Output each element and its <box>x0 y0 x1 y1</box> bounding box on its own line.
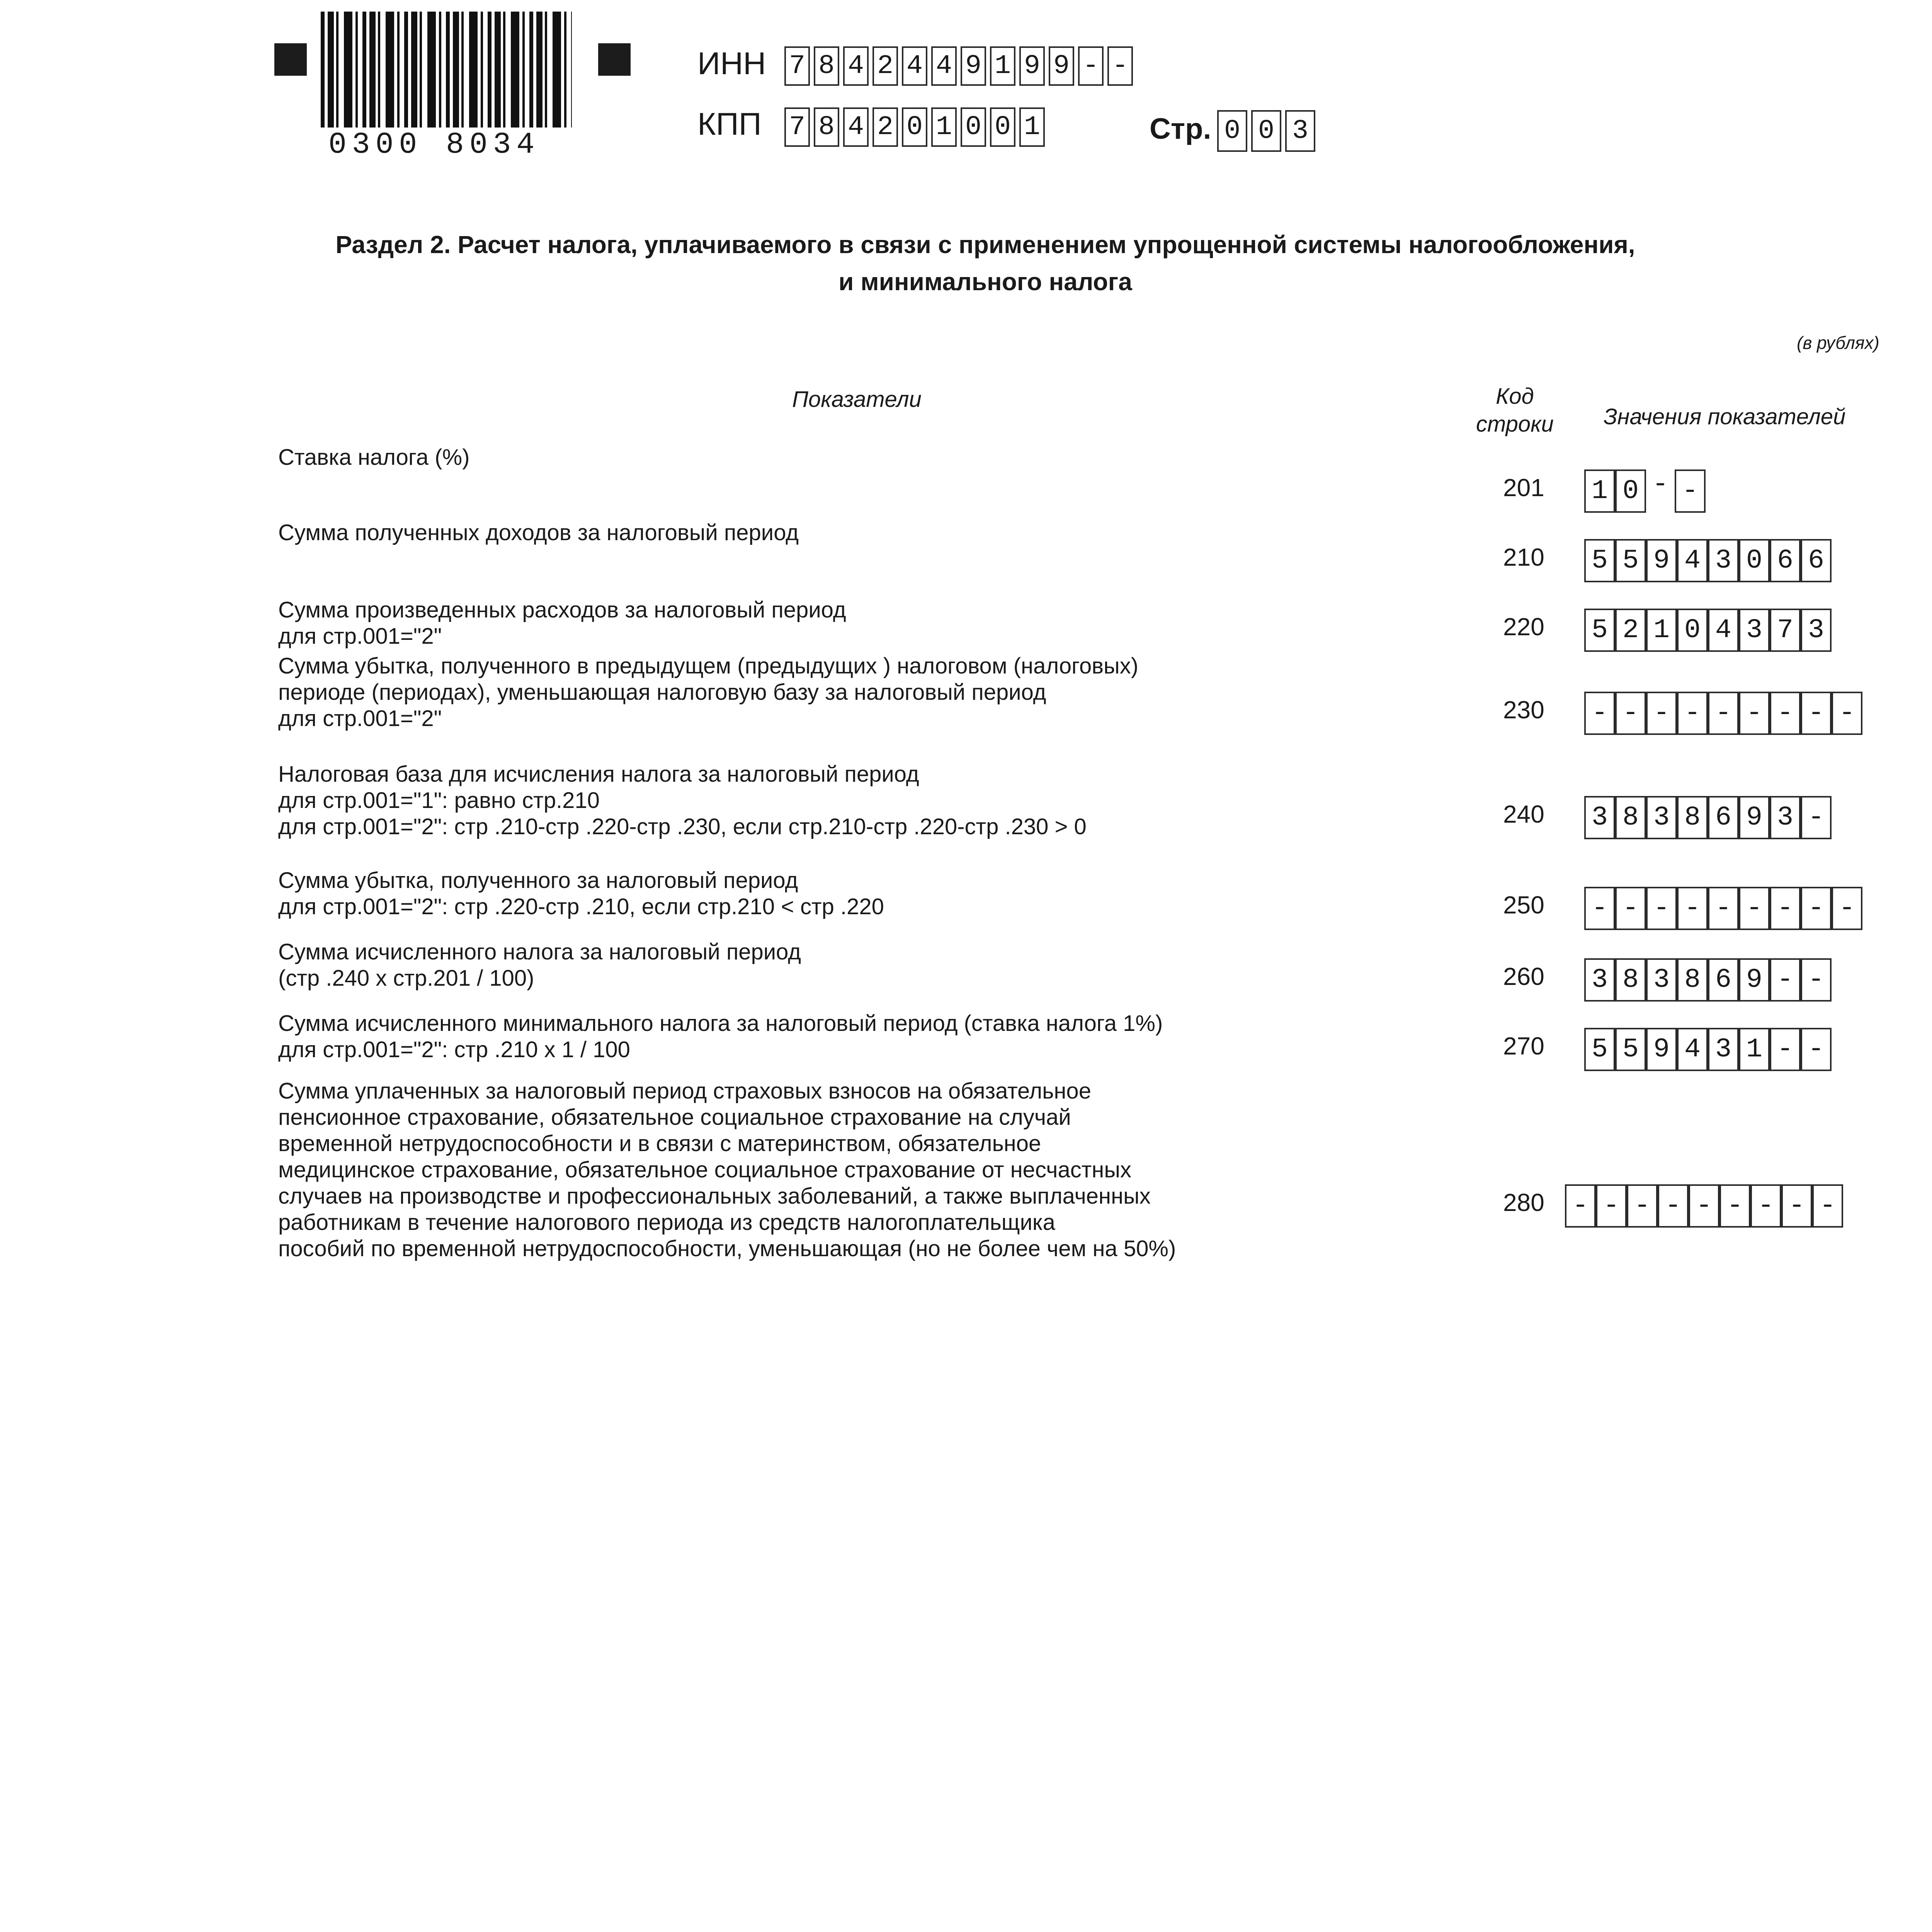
row-280-description <box>278 1078 1176 1262</box>
col-indicators-header: Показатели <box>792 387 922 412</box>
digit-cell: 0 <box>1251 110 1281 152</box>
digit-cell: 5 <box>1615 539 1646 582</box>
corner-marker-top-right <box>598 43 631 76</box>
digit-cell: - <box>1750 1184 1781 1228</box>
digit-cell: 4 <box>931 46 957 86</box>
description-line: периоде (периодах), уменьшающая налоговую базу за налоговый период <box>278 680 1046 705</box>
digit-cell: 0 <box>1739 539 1770 582</box>
col-code-header <box>1476 383 1554 438</box>
digit-cell: 2 <box>872 46 898 86</box>
digit-cell: - <box>1107 46 1133 86</box>
digit-cell: 2 <box>872 107 898 147</box>
digit-cell: - <box>1801 958 1832 1002</box>
description-line: работникам в течение налогового периода из средств налогоплательщика <box>278 1210 1055 1235</box>
digit-cell: 8 <box>814 107 839 147</box>
digit-cell: 3 <box>1584 796 1615 839</box>
digit-cell: 5 <box>1584 609 1615 652</box>
digit-cell: 4 <box>902 46 927 86</box>
digit-cell: 8 <box>1615 796 1646 839</box>
description-line: Сумма произведенных расходов за налоговый период <box>278 597 846 622</box>
digit-cell: 3 <box>1646 958 1677 1002</box>
digit-cell: 0 <box>1615 469 1646 513</box>
row-210-description <box>278 520 799 546</box>
digit-cell: - <box>1078 46 1104 86</box>
digit-cell: 4 <box>1677 1028 1708 1071</box>
inn-label: ИНН <box>697 46 766 81</box>
digit-cell: - <box>1615 887 1646 930</box>
digit-cell: 9 <box>1049 46 1074 86</box>
digit-cell: 9 <box>961 46 986 86</box>
inn-cells <box>784 46 1137 86</box>
row-270-description <box>278 1010 1163 1063</box>
description-line: для стр.001="2" <box>278 624 442 649</box>
digit-cell: - <box>1565 1184 1596 1228</box>
digit-cell: - <box>1658 1184 1689 1228</box>
row-220-description <box>278 597 846 650</box>
description-line: Сумма исчисленного налога за налоговый период <box>278 939 801 964</box>
description-line: медицинское страхование, обязательное социальное страхование от несчастных <box>278 1157 1132 1182</box>
description-line: Ставка налога (%) <box>278 445 470 470</box>
digit-cell: 8 <box>814 46 839 86</box>
digit-cell: 9 <box>1739 796 1770 839</box>
digit-cell: - <box>1801 887 1832 930</box>
row-code: 270 <box>1503 1032 1544 1060</box>
row-201-value-cells <box>1584 469 1706 513</box>
description-line: Налоговая база для исчисления налога за налоговый период <box>278 762 919 787</box>
col-code-line1: Код <box>1496 384 1534 409</box>
row-250-description <box>278 867 884 920</box>
row-code: 210 <box>1503 543 1544 571</box>
digit-cell: - <box>1832 887 1862 930</box>
digit-cell: 8 <box>1677 796 1708 839</box>
digit-cell: 9 <box>1646 539 1677 582</box>
digit-cell: - <box>1801 796 1832 839</box>
digit-cell: 6 <box>1708 796 1739 839</box>
digit-cell: 4 <box>1677 539 1708 582</box>
digit-cell: 0 <box>990 107 1015 147</box>
digit-cell: 6 <box>1770 539 1801 582</box>
digit-cell: 8 <box>1677 958 1708 1002</box>
digit-cell: 9 <box>1646 1028 1677 1071</box>
kpp-label: КПП <box>697 107 762 142</box>
digit-cell: 5 <box>1615 1028 1646 1071</box>
digit-cell: 7 <box>784 107 810 147</box>
digit-cell: - <box>1708 887 1739 930</box>
digit-cell: - <box>1832 692 1862 735</box>
digit-cell: - <box>1677 887 1708 930</box>
section-title-line1: Раздел 2. Расчет налога, уплачиваемого в связи с применением упрощенной системы налогообложения, <box>335 231 1635 259</box>
digit-cell: 3 <box>1285 110 1315 152</box>
digit-cell: 1 <box>1019 107 1045 147</box>
digit-cell: 1 <box>1584 469 1615 513</box>
description-line: для стр.001="2": стр .210-стр .220-стр .230, если стр.210-стр .220-стр .230 > 0 <box>278 814 1087 839</box>
section-title-line2: и минимального налога <box>838 268 1132 296</box>
digit-cell: - <box>1675 469 1706 513</box>
barcode-bars <box>321 12 572 128</box>
digit-cell: 1 <box>1646 609 1677 652</box>
row-code: 201 <box>1503 474 1544 502</box>
digit-cell: 3 <box>1770 796 1801 839</box>
description-line: для стр.001="2": стр .220-стр .210, если стр.210 < стр .220 <box>278 894 884 919</box>
units-note: (в рублях) <box>1797 333 1879 353</box>
description-line: Сумма убытка, полученного за налоговый период <box>278 868 798 893</box>
description-line: Сумма уплаченных за налоговый период страховых взносов на обязательное <box>278 1078 1091 1104</box>
digit-cell: - <box>1627 1184 1658 1228</box>
digit-cell: 6 <box>1708 958 1739 1002</box>
digit-cell: - <box>1770 1028 1801 1071</box>
digit-cell: 9 <box>1739 958 1770 1002</box>
decimal-separator: - <box>1652 469 1669 500</box>
digit-cell: 9 <box>1019 46 1045 86</box>
digit-cell: - <box>1689 1184 1719 1228</box>
barcode-digits: 0300 8034 <box>328 128 540 162</box>
row-code: 230 <box>1503 696 1544 724</box>
row-270-value-cells <box>1584 1028 1832 1071</box>
digit-cell: - <box>1584 692 1615 735</box>
digit-cell: - <box>1584 887 1615 930</box>
digit-cell: - <box>1646 887 1677 930</box>
description-line: Сумма убытка, полученного в предыдущем (предыдущих ) налоговом (налоговых) <box>278 653 1139 679</box>
digit-cell: 0 <box>1677 609 1708 652</box>
digit-cell: 8 <box>1615 958 1646 1002</box>
row-240-description <box>278 761 1087 840</box>
row-210-value-cells <box>1584 539 1832 582</box>
digit-cell: 1 <box>990 46 1015 86</box>
digit-cell: 3 <box>1584 958 1615 1002</box>
row-250-value-cells <box>1584 887 1862 930</box>
digit-cell: - <box>1719 1184 1750 1228</box>
digit-cell: - <box>1770 692 1801 735</box>
row-220-value-cells <box>1584 609 1832 652</box>
digit-cell: - <box>1739 692 1770 735</box>
digit-cell: 2 <box>1615 609 1646 652</box>
digit-cell: 7 <box>1770 609 1801 652</box>
row-240-value-cells <box>1584 796 1832 839</box>
digit-cell: - <box>1646 692 1677 735</box>
digit-cell: 0 <box>1217 110 1247 152</box>
page-cells <box>1217 110 1319 152</box>
corner-marker-top-left <box>274 43 307 76</box>
col-code-line2: строки <box>1476 412 1554 437</box>
digit-cell: - <box>1770 958 1801 1002</box>
kpp-cells <box>784 107 1049 147</box>
digit-cell: 4 <box>1708 609 1739 652</box>
page-label: Стр. <box>1150 112 1211 145</box>
description-line: для стр.001="1": равно стр.210 <box>278 788 600 813</box>
digit-cell: - <box>1781 1184 1812 1228</box>
description-line: для стр.001="2": стр .210 х 1 / 100 <box>278 1037 630 1062</box>
row-280-value-cells <box>1565 1184 1843 1228</box>
digit-cell: 3 <box>1801 609 1832 652</box>
description-line: Сумма полученных доходов за налоговый период <box>278 520 799 545</box>
description-line: (стр .240 х стр.201 / 100) <box>278 966 534 991</box>
row-201-description <box>278 444 469 471</box>
digit-cell: - <box>1596 1184 1627 1228</box>
description-line: случаев на производстве и профессиональных заболеваний, а также выплаченных <box>278 1184 1151 1209</box>
digit-cell: - <box>1615 692 1646 735</box>
digit-cell: 7 <box>784 46 810 86</box>
description-line: пенсионное страхование, обязательное социальное страхование на случай <box>278 1105 1071 1130</box>
row-code: 280 <box>1503 1189 1544 1216</box>
section-title <box>0 226 1932 300</box>
col-values-header: Значения показателей <box>1604 404 1846 429</box>
description-line: для стр.001="2" <box>278 706 442 731</box>
digit-cell: 0 <box>961 107 986 147</box>
digit-cell: 1 <box>931 107 957 147</box>
digit-cell: - <box>1801 692 1832 735</box>
digit-cell: 3 <box>1708 539 1739 582</box>
digit-cell: 3 <box>1739 609 1770 652</box>
row-code: 220 <box>1503 613 1544 641</box>
digit-cell: 5 <box>1584 1028 1615 1071</box>
row-code: 260 <box>1503 963 1544 990</box>
digit-cell: - <box>1739 887 1770 930</box>
digit-cell: 4 <box>843 46 869 86</box>
digit-cell: - <box>1770 887 1801 930</box>
row-230-value-cells <box>1584 692 1862 735</box>
row-260-value-cells <box>1584 958 1832 1002</box>
row-code: 250 <box>1503 891 1544 919</box>
row-260-description <box>278 939 801 992</box>
description-line: пособий по временной нетрудоспособности, уменьшающая (но не более чем на 50%) <box>278 1236 1176 1261</box>
description-line: Сумма исчисленного минимального налога за налоговый период (ставка налога 1%) <box>278 1011 1163 1036</box>
digit-cell: 3 <box>1708 1028 1739 1071</box>
digit-cell: - <box>1801 1028 1832 1071</box>
digit-cell: 0 <box>902 107 927 147</box>
digit-cell: 6 <box>1801 539 1832 582</box>
barcode <box>321 12 572 162</box>
digit-cell: - <box>1812 1184 1843 1228</box>
digit-cell: - <box>1677 692 1708 735</box>
description-line: временной нетрудоспособности и в связи с материнством, обязательное <box>278 1131 1041 1156</box>
row-230-description <box>278 653 1138 732</box>
digit-cell: 1 <box>1739 1028 1770 1071</box>
digit-cell: 3 <box>1646 796 1677 839</box>
digit-cell: - <box>1708 692 1739 735</box>
digit-cell: 4 <box>843 107 869 147</box>
row-code: 240 <box>1503 800 1544 828</box>
digit-cell: 5 <box>1584 539 1615 582</box>
